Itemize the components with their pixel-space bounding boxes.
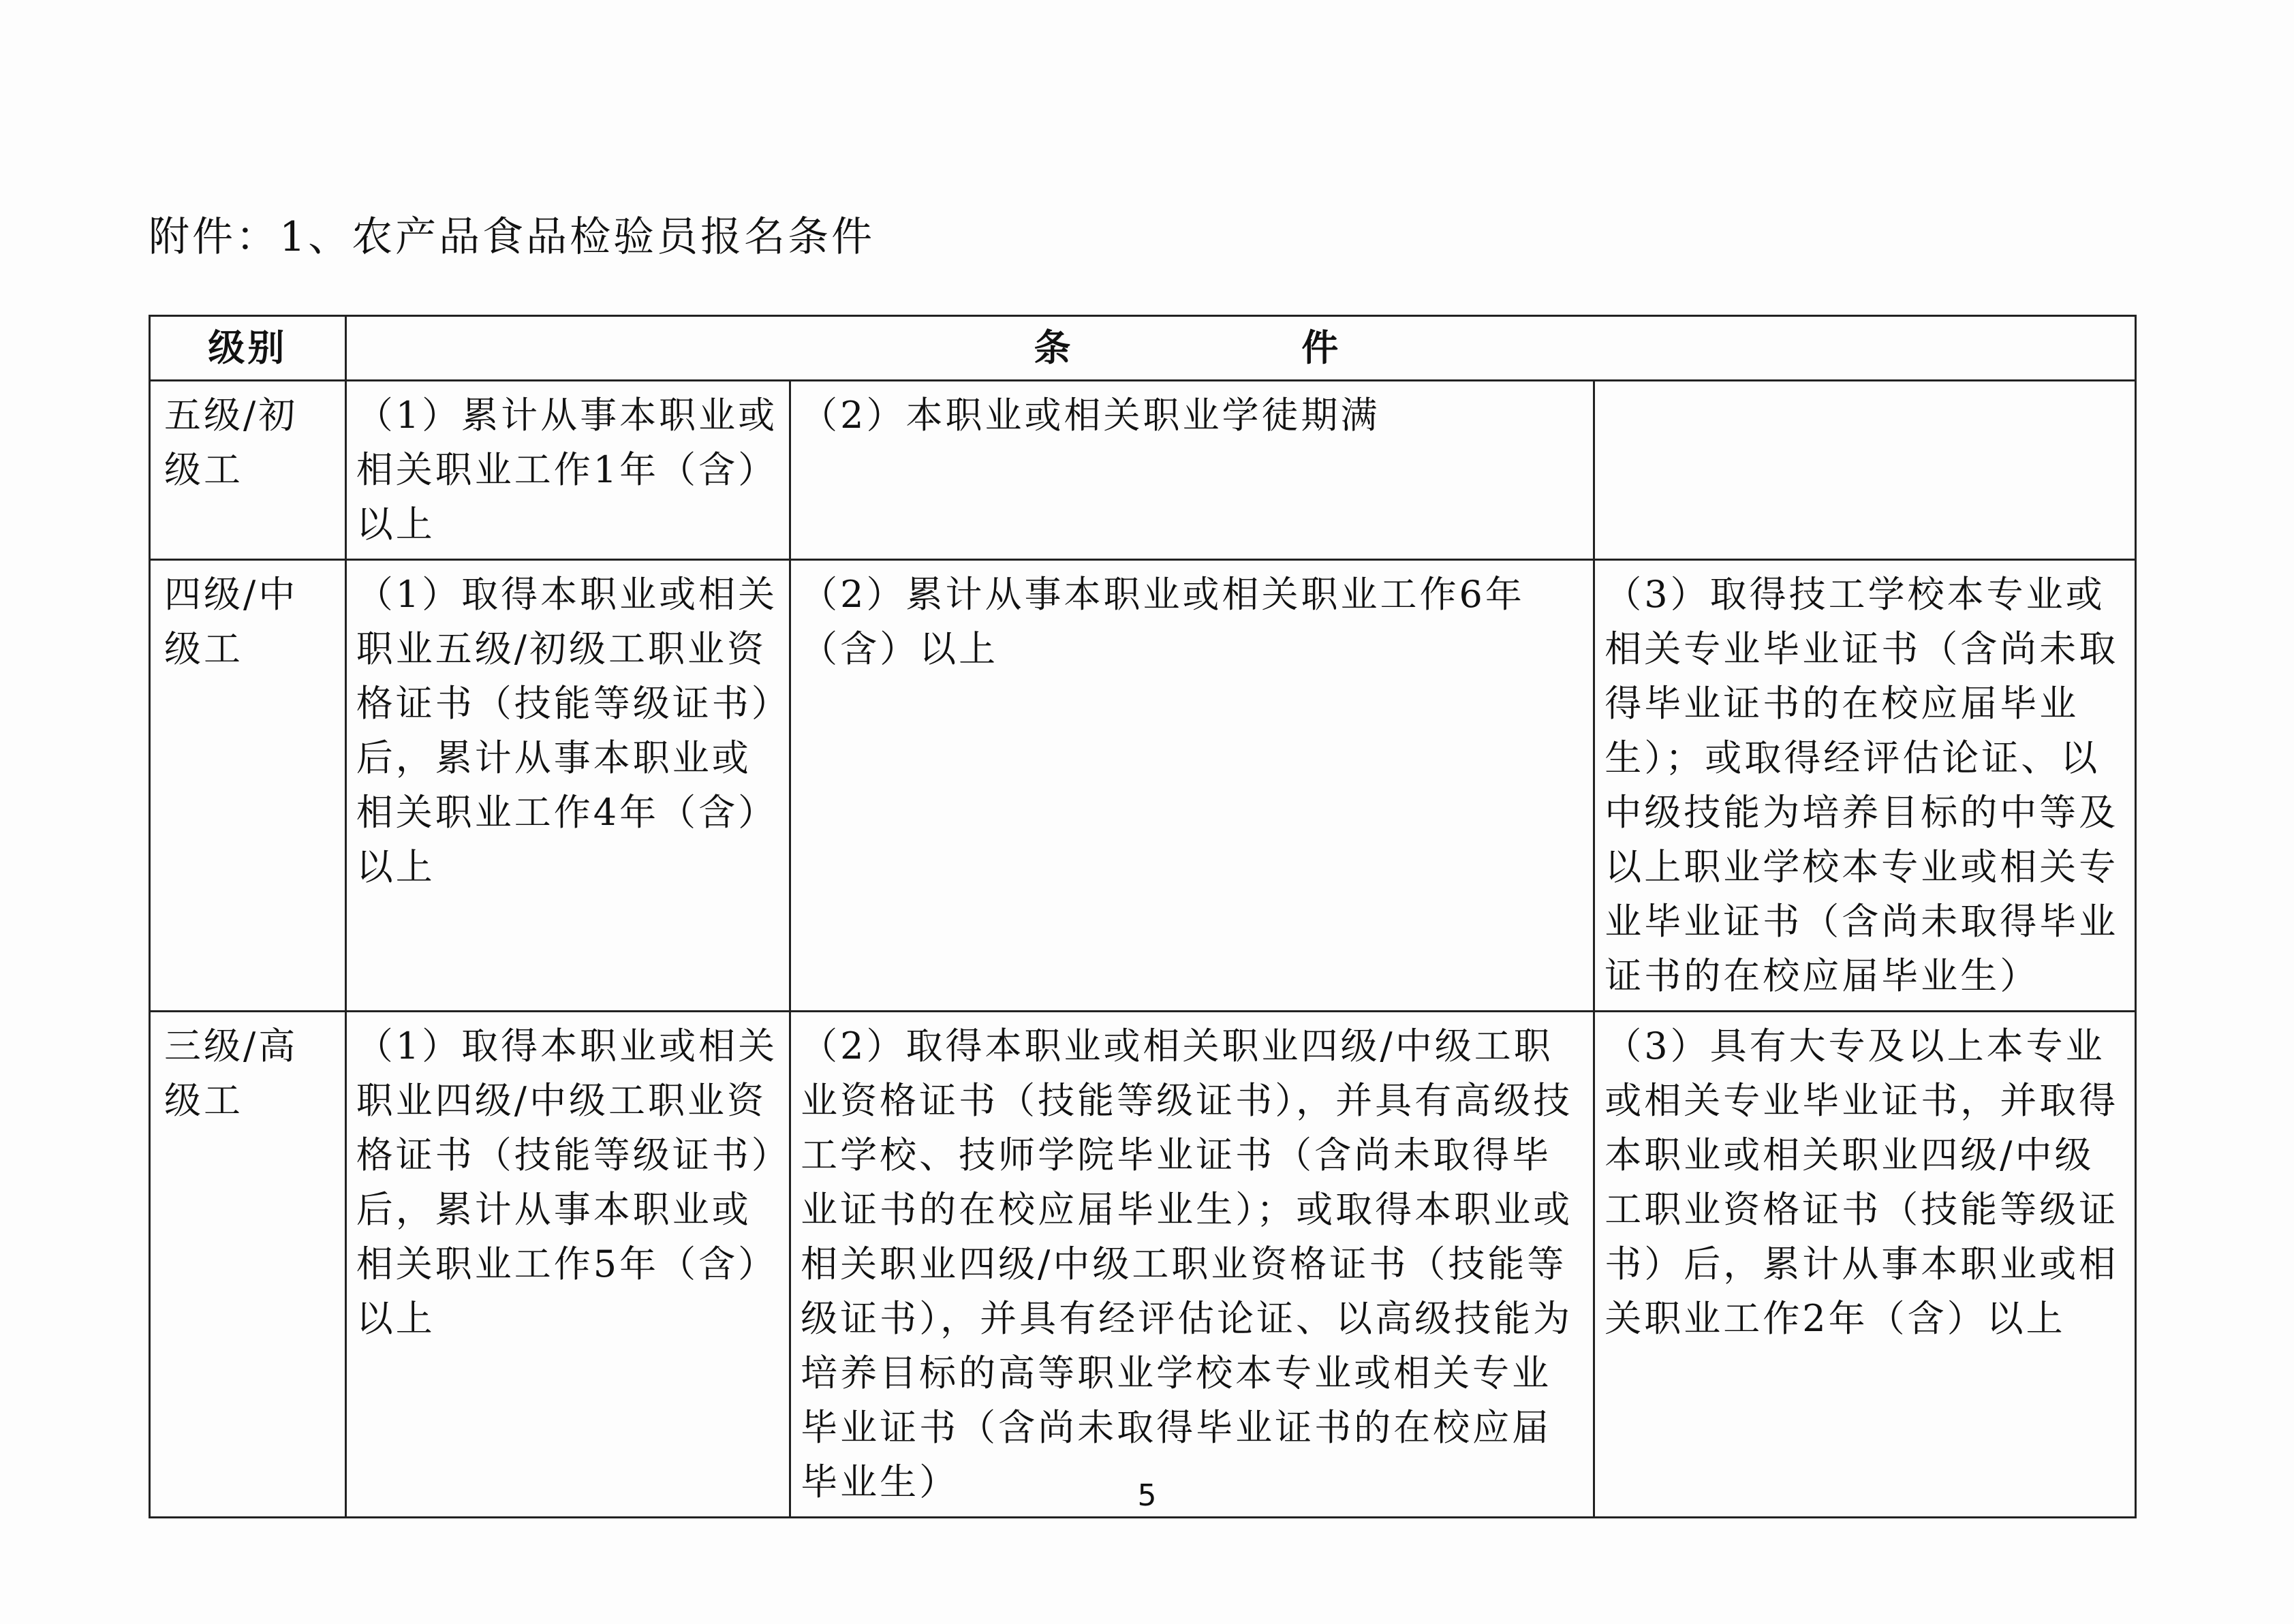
condition-cell: （1）取得本职业或相关职业四级/中级工职业资格证书（技能等级证书）后，累计从事本职业或相关职业工作5年（含）以上 xyxy=(345,1012,790,1518)
table-row xyxy=(150,1012,2136,1518)
condition-cell: （1）累计从事本职业或相关职业工作1年（含）以上 xyxy=(345,381,790,560)
registration-conditions-table xyxy=(149,315,2137,1518)
table-header-row xyxy=(150,316,2136,381)
page-number: 5 xyxy=(1137,1478,1157,1513)
table-row xyxy=(150,381,2136,560)
header-level: 级别 xyxy=(150,316,346,381)
table-row xyxy=(150,560,2136,1012)
header-conditions: 条 件 xyxy=(345,316,2135,381)
document-title: 附件：1、农产品食品检验员报名条件 xyxy=(149,213,875,261)
condition-cell: （2）本职业或相关职业学徒期满 xyxy=(790,381,1594,560)
condition-cell: （3）具有大专及以上本专业或相关专业毕业证书，并取得本职业或相关职业四级/中级工职业资格证书（技能等级证书）后，累计从事本职业或相关职业工作2年（含）以上 xyxy=(1594,1012,2136,1518)
level-cell: 三级/高级工 xyxy=(150,1012,346,1518)
condition-cell: （2）取得本职业或相关职业四级/中级工职业资格证书（技能等级证书），并具有高级技工学校、技师学院毕业证书（含尚未取得毕业证书的在校应届毕业生）；或取得本职业或相关职业四级/中级工职业资格证书（技能等级证书），并具有经评估论证、以高级技能为培养目标的高等职业学校本专业或相关专业毕业证书（含尚未取得毕业证书的在校应届毕业生） xyxy=(790,1012,1594,1518)
level-cell: 五级/初级工 xyxy=(150,381,346,560)
condition-cell xyxy=(1594,381,2136,560)
level-cell: 四级/中级工 xyxy=(150,560,346,1012)
condition-cell: （1）取得本职业或相关职业五级/初级工职业资格证书（技能等级证书）后，累计从事本职业或相关职业工作4年（含）以上 xyxy=(345,560,790,1012)
condition-cell: （3）取得技工学校本专业或相关专业毕业证书（含尚未取得毕业证书的在校应届毕业生）；或取得经评估论证、以中级技能为培养目标的中等及以上职业学校本专业或相关专业毕业证书（含尚未取得毕业证书的在校应届毕业生） xyxy=(1594,560,2136,1012)
condition-cell: （2）累计从事本职业或相关职业工作6年（含）以上 xyxy=(790,560,1594,1012)
